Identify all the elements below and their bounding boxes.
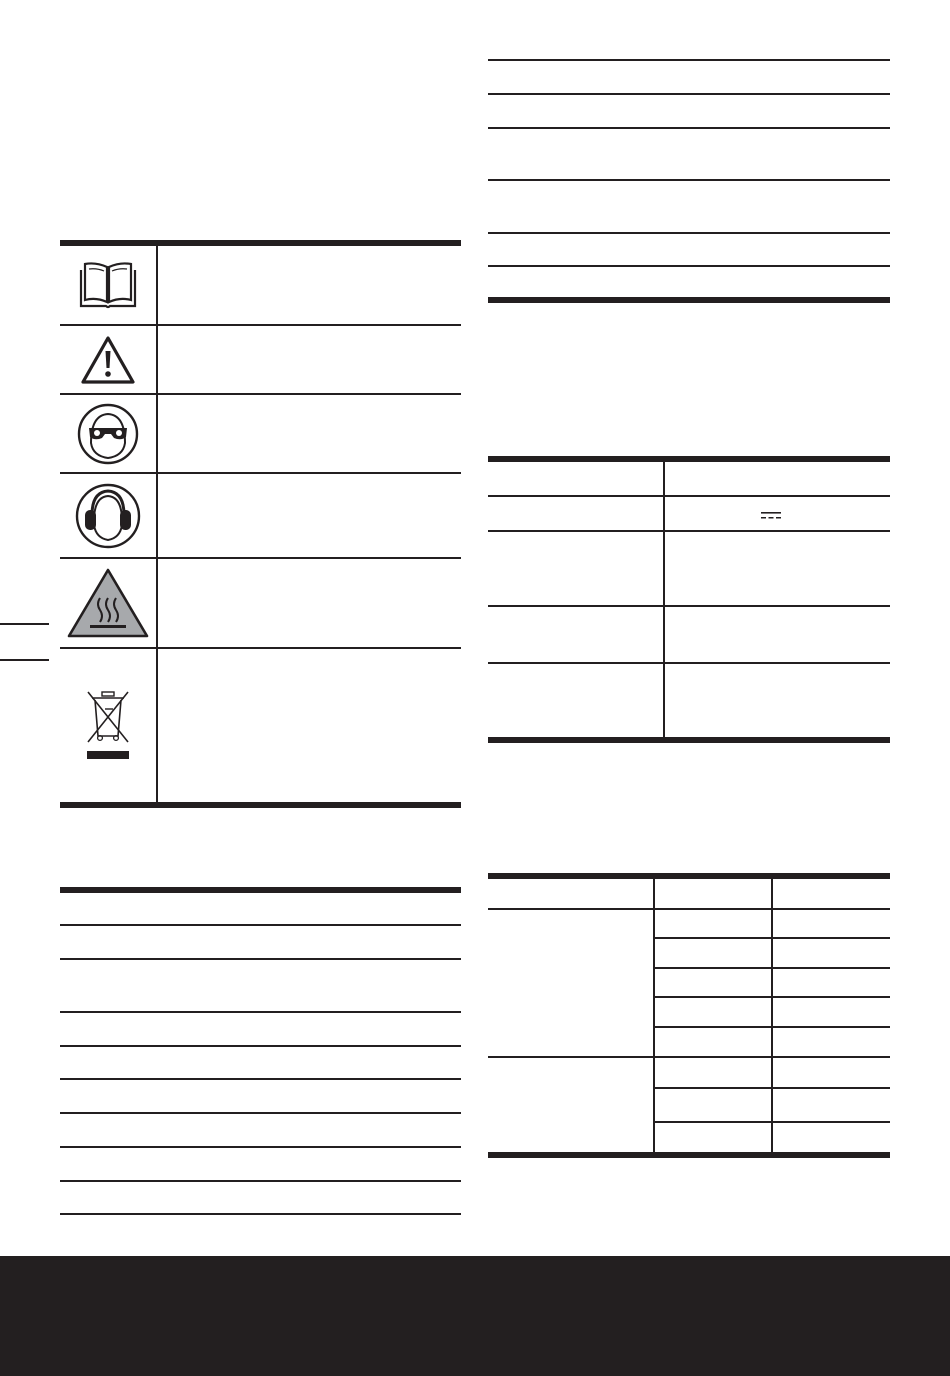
technical-data-divider: [663, 460, 665, 740]
component-list-row: [488, 59, 890, 61]
component-list-row: [488, 265, 890, 267]
page-footer-bar: [0, 1256, 950, 1376]
noise-table-subrow: [653, 1087, 890, 1089]
noise-table-divider: [771, 878, 773, 1155]
dc-voltage-icon: [761, 512, 781, 520]
component-list-row: [60, 1213, 461, 1215]
component-list-row: [488, 93, 890, 95]
margin-tab-mark: [0, 623, 49, 625]
noise-table-subrow: [653, 1121, 890, 1123]
component-list-top-rule: [60, 887, 461, 893]
component-list-row: [60, 1180, 461, 1182]
noise-table-divider: [653, 878, 655, 1155]
ear-protection-icon: [60, 474, 156, 557]
component-list-bottom-rule: [488, 297, 890, 303]
component-list-row: [60, 1078, 461, 1080]
noise-table-bottom-rule: [488, 1152, 890, 1158]
technical-data-row: [488, 605, 890, 607]
technical-data-row: [488, 530, 890, 532]
technical-data-top-rule: [488, 456, 890, 462]
eye-protection-icon: [60, 395, 156, 472]
component-list-row: [60, 1112, 461, 1114]
read-manual-icon: [60, 246, 156, 324]
margin-tab-mark: [0, 659, 49, 661]
component-list-row: [60, 1011, 461, 1013]
technical-data-row: [488, 662, 890, 664]
noise-table-top-rule: [488, 873, 890, 879]
symbols-table-divider: [156, 244, 158, 804]
noise-table-row: [488, 1056, 890, 1058]
noise-table-subrow: [653, 996, 890, 998]
warning-triangle-icon: [60, 326, 156, 393]
weee-crossed-bin-icon: [60, 649, 156, 802]
component-list-row: [488, 179, 890, 181]
component-list-row: [488, 232, 890, 234]
component-list-row: [60, 924, 461, 926]
noise-table-subrow: [653, 1026, 890, 1028]
component-list-row: [60, 1146, 461, 1148]
hot-surface-icon: [60, 559, 156, 647]
technical-data-bottom-rule: [488, 737, 890, 743]
component-list-row: [60, 1045, 461, 1047]
noise-table-subrow: [653, 937, 890, 939]
symbols-table-bottom-rule: [60, 802, 461, 808]
noise-table-subrow: [653, 967, 890, 969]
component-list-row: [488, 127, 890, 129]
noise-table-row: [488, 908, 890, 910]
component-list-row: [60, 958, 461, 960]
technical-data-row: [488, 495, 890, 497]
